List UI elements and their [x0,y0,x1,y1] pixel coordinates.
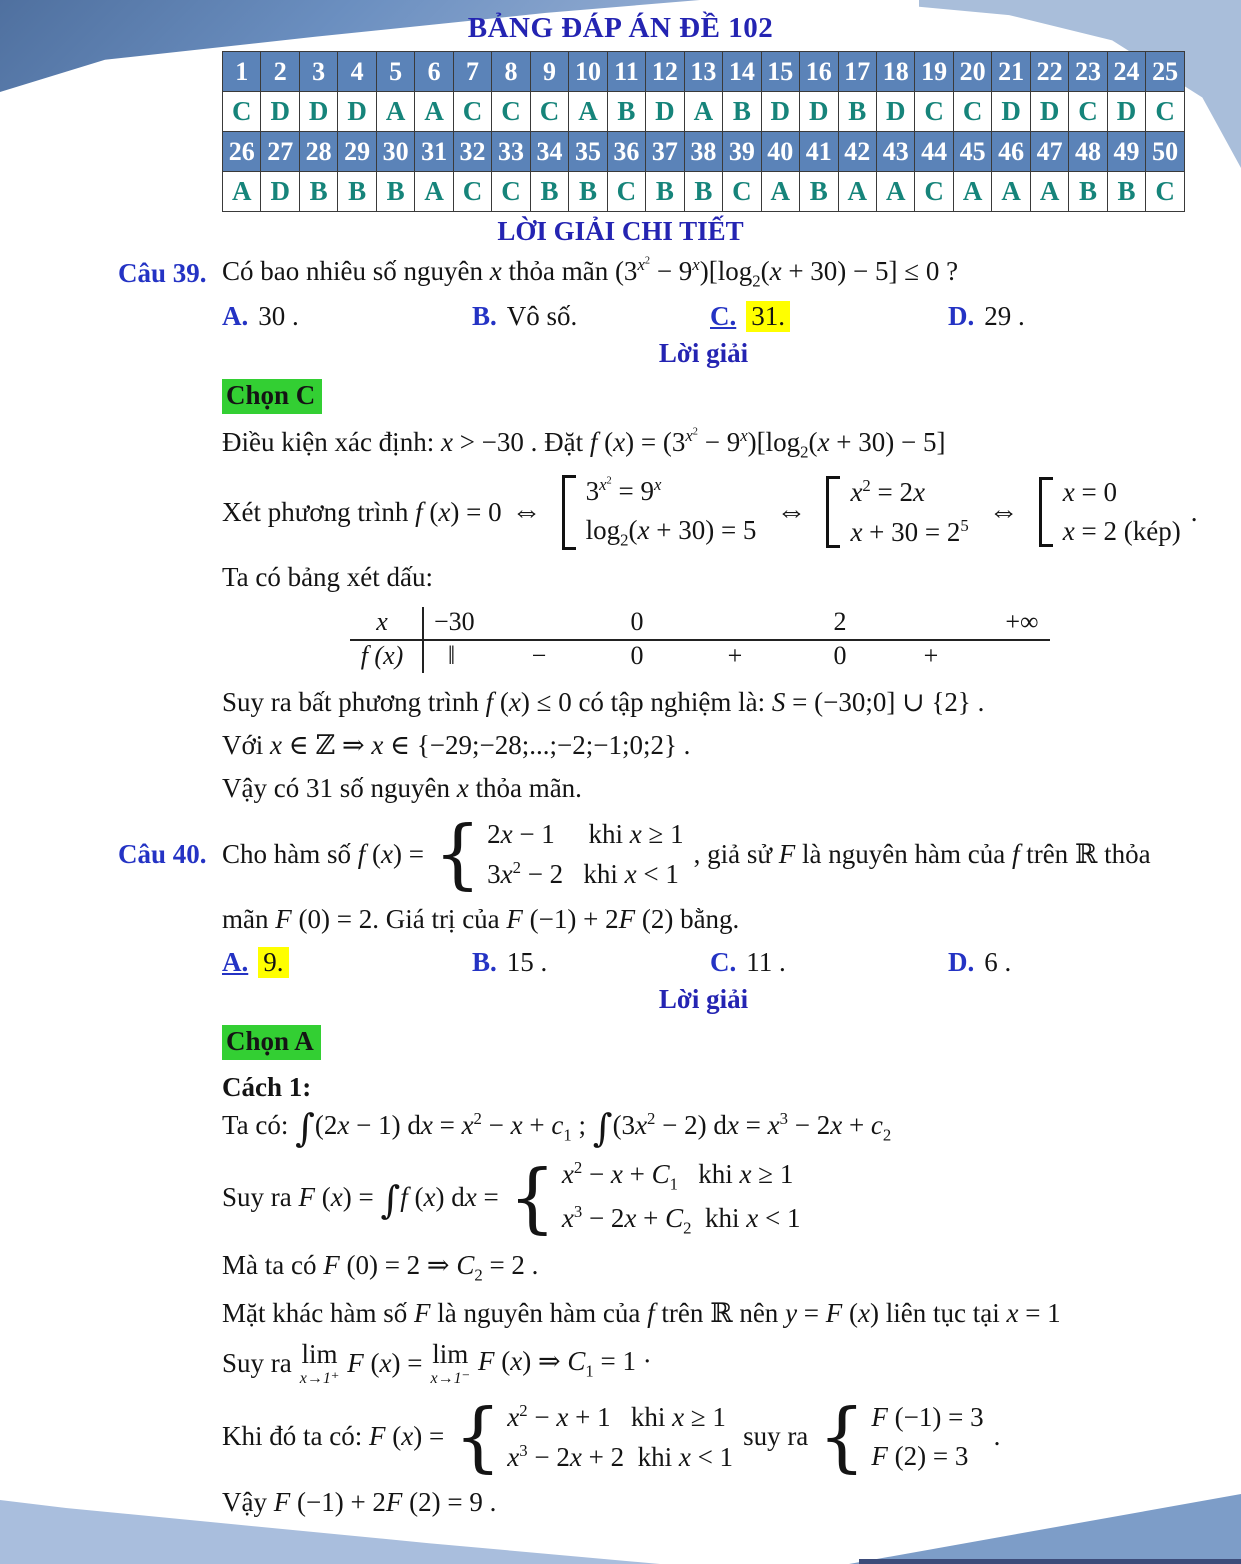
table-cell: 28 [299,132,337,172]
table-cell: B [684,172,722,212]
x-value: −30 [434,607,475,637]
table-cell: B [723,92,761,132]
solution-40-limits [222,1338,1241,1387]
table-cell: 24 [1107,52,1145,92]
table-cell: A [761,172,799,212]
piecewise-F-line-1: $x^2 - x + C_1$ khi x ≥ 1 [561,1157,794,1193]
table-cell: 3 [299,52,337,92]
table-cell: B [299,172,337,212]
question-40-options [222,947,1241,978]
table-cell: 5 [376,52,414,92]
table-cell: D [299,92,337,132]
system-1-line-2: $\log_2(x + 30) = 5$ [585,514,757,550]
piecewise-f-line-1: 2x − 1 khi x ≥ 1 [487,818,684,849]
table-cell: B [530,172,568,212]
table-cell: 15 [761,52,799,92]
result-line-2: F (2) = 3 [871,1440,969,1471]
table-cell: 44 [915,132,953,172]
table-cell: B [646,172,684,212]
table-cell: 34 [530,132,568,172]
table-cell: 40 [761,132,799,172]
table-cell: 18 [876,52,914,92]
piecewise-f [433,810,684,899]
table-cell: A [569,92,607,132]
x-row-label: x [376,607,388,637]
question-40-prefix: Cho hàm số f (x) = [222,838,424,869]
x-value: +∞ [1005,607,1039,637]
option-c-value: 11 . [746,947,786,978]
solution-40-final-F [222,1392,1241,1481]
table-cell: C [953,92,991,132]
system-3-line-1: x = 0 [1062,477,1117,508]
option-b-letter: B. [472,947,497,978]
answer-row-26-50 [223,172,1185,212]
table-cell: 49 [1107,132,1145,172]
table-cell: C [223,92,261,132]
iff-arrow: ⇔ [776,495,807,529]
table-cell: D [800,92,838,132]
system-3 [1039,477,1181,547]
system-2-line-1: $x^2 = 2x$ [850,476,926,508]
limit-right [430,1338,471,1387]
result-system [818,1392,984,1481]
table-cell: D [338,92,376,132]
table-cell: D [261,92,299,132]
table-cell: 38 [684,132,722,172]
system-2 [826,476,968,548]
left-square-bracket [1039,477,1053,547]
left-curly-brace: { [508,1154,556,1242]
table-cell: A [953,172,991,212]
table-cell: A [876,172,914,212]
option-b-value: 15 . [506,947,548,978]
option-c-letter: C. [710,947,737,978]
solution-40-final: Vậy F (−1) + 2F (2) = 9 . [222,1486,497,1517]
table-cell: 17 [838,52,876,92]
solution-40-F-definition [222,1154,1241,1242]
option-a-correct [222,947,472,978]
sign-table-x-row [350,607,1050,639]
F-definition-prefix: Suy ra F (x) = ∫f (x) dx = [222,1178,499,1223]
table-cell: 27 [261,132,299,172]
table-cell: C [1146,172,1185,212]
question-40-text [222,810,1241,899]
table-cell: B [1069,172,1107,212]
table-cell: C [453,92,491,132]
solution-39-integer-set: Với x ∈ ℤ ⇒ x ∈ {−29;−28;...;−2;−1;0;2} . [222,730,691,761]
table-cell: B [569,172,607,212]
left-curly-brace: { [433,810,482,899]
system-2-line-2: $x + 30 = 2^5$ [850,516,969,548]
table-cell: 4 [338,52,376,92]
piecewise-F-final-line-1: $x^2 - x + 1$ khi x ≥ 1 [507,1400,726,1432]
limit-mid: F (x) = [347,1348,423,1379]
table-cell: A [415,172,453,212]
question-40-suffix: , giả sử F là nguyên hàm của f trên ℝ thỏa [693,838,1151,869]
page-title: BẢNG ĐÁP ÁN ĐỀ 102 [467,12,774,44]
table-cell: 35 [569,132,607,172]
table-cell: D [761,92,799,132]
table-cell: A [415,92,453,132]
option-d [948,947,1241,978]
table-cell: D [646,92,684,132]
table-cell: 45 [953,132,991,172]
option-a-letter: A. [222,301,249,332]
table-cell: 7 [453,52,491,92]
iff-arrow: ⇔ [511,495,542,529]
bottom-edge-strip [859,1559,1241,1564]
sentence-period: . [993,1421,1001,1452]
final-F-mid: suy ra [743,1421,809,1452]
x-value: 2 [833,607,847,637]
table-cell: D [261,172,299,212]
table-cell: 2 [261,52,299,92]
lim-word: lim [432,1338,469,1369]
method-1-label: Cách 1: [222,1072,312,1103]
piecewise-F-final-line-2: $x^3 - 2x + 2$ khi x < 1 [507,1440,734,1472]
sign-table-intro: Ta có bảng xét dấu: [222,562,434,593]
solution-39-equation-line [222,475,1241,550]
question-number-row-1-25 [223,52,1185,92]
table-cell: C [530,92,568,132]
table-cell: 37 [646,132,684,172]
final-F-prefix: Khi đó ta có: F (x) = [222,1421,445,1452]
option-b-letter: B. [472,301,497,332]
option-a-value: 30 . [258,301,299,332]
table-cell: A [223,172,261,212]
f-sign: + [727,641,743,671]
option-d-value: 6 . [984,947,1012,978]
table-cell: 23 [1069,52,1107,92]
option-d-letter: D. [948,947,975,978]
table-cell: 20 [953,52,991,92]
f-row-label: f (x) [360,641,404,671]
left-square-bracket [826,476,840,548]
option-b [472,301,710,332]
lim-subscript: x→1⁻ [430,1369,471,1387]
chosen-answer-badge-39: Chọn C [222,379,322,414]
table-cell: 48 [1069,132,1107,172]
sentence-period: . [1190,496,1198,527]
table-cell: C [1146,92,1185,132]
table-cell: 33 [492,132,530,172]
option-c-value-highlighted: 31. [746,301,790,332]
f-sign: 0 [833,641,847,671]
equation-prefix: Xét phương trình f (x) = 0 [222,496,502,527]
table-cell: A [1030,172,1068,212]
table-cell: C [915,92,953,132]
option-c-letter: C. [710,301,737,332]
lim-word: lim [301,1338,338,1369]
table-cell: 41 [800,132,838,172]
table-cell: 22 [1030,52,1068,92]
solution-heading-39: Lời giải [658,338,749,369]
solution-40-C2: Mà ta có F (0) = 2 ⇒ $C_2 = 2$ . [222,1250,539,1285]
table-cell: 31 [415,132,453,172]
answer-row-1-25 [223,92,1185,132]
table-cell: D [1107,92,1145,132]
table-cell: 29 [338,132,376,172]
system-1 [562,475,757,550]
table-cell: 39 [723,132,761,172]
answer-key-table [222,51,1185,212]
f-sign: ‖ [447,641,456,671]
table-cell: 47 [1030,132,1068,172]
table-cell: 8 [492,52,530,92]
option-d [948,301,1241,332]
lim-subscript: x→1⁺ [299,1369,340,1387]
table-cell: 9 [530,52,568,92]
iff-arrow: ⇔ [988,495,1019,529]
table-cell: 10 [569,52,607,92]
question-39-label: Câu 39. [118,257,207,288]
solution-39-condition-line: Điều kiện xác định: x > −30 . Đặt f $(x) = (3^{x^2} - 9^x)[\log_2(x + 30) - 5]$ [222,426,946,462]
table-cell: 30 [376,132,414,172]
table-cell: 50 [1146,132,1185,172]
table-cell: 25 [1146,52,1185,92]
question-40 [0,810,1241,899]
question-number-row-26-50 [223,132,1185,172]
x-value: 0 [630,607,644,637]
table-cell: B [838,92,876,132]
piecewise-F-final [454,1392,734,1481]
table-cell: C [492,92,530,132]
table-cell: C [1069,92,1107,132]
table-cell: C [915,172,953,212]
table-cell: A [684,92,722,132]
option-a-value-highlighted: 9. [258,947,288,978]
question-39-text: Có bao nhiêu số nguyên x thỏa mãn $(3^{x^2} - 9^x)[\log_2(x + 30) - 5] \le 0$ ? [222,255,959,291]
table-cell: B [376,172,414,212]
table-cell: A [376,92,414,132]
option-c [710,947,948,978]
table-cell: 21 [992,52,1030,92]
table-cell: D [1030,92,1068,132]
piecewise-f-line-2: $3x^2 - 2$ khi x < 1 [487,857,679,889]
table-cell: 6 [415,52,453,92]
table-cell: 19 [915,52,953,92]
table-cell: C [453,172,491,212]
table-cell: C [607,172,645,212]
option-c-correct [710,301,948,332]
solution-40-antiderivatives: Ta có: ∫(2x − 1) dx = $x^2 - x + c_1$ ; $\int(3x^2 - 2)$ dx = $x^3 - 2x + c_2$ [222,1106,892,1151]
result-line-1: F (−1) = 3 [871,1401,984,1432]
option-b-value: Vô số. [506,301,578,332]
section-title: LỜI GIẢI CHI TIẾT [497,216,744,246]
piecewise-F [508,1154,801,1242]
table-cell: 42 [838,132,876,172]
question-40-label: Câu 40. [118,838,207,869]
table-cell: 32 [453,132,491,172]
table-cell: 26 [223,132,261,172]
system-3-line-2: x = 2 (kép) [1062,516,1181,547]
option-d-letter: D. [948,301,975,332]
piecewise-F-line-2: $x^3 - 2x + C_2$ khi x < 1 [561,1201,801,1238]
table-cell: B [1107,172,1145,212]
table-cell: B [338,172,376,212]
solution-39-final: Vậy có 31 số nguyên x thỏa mãn. [222,773,582,804]
table-cell: B [800,172,838,212]
f-sign: + [923,641,939,671]
solution-40-continuity: Mặt khác hàm số F là nguyên hàm của f trên ℝ nên y = F (x) liên tục tại x = 1 [222,1297,1061,1328]
system-1-line-1: $3^{x^2} = 9^x$ [585,474,662,506]
table-cell: 13 [684,52,722,92]
left-curly-brace: { [818,1392,866,1481]
table-cell: 43 [876,132,914,172]
sign-table [350,607,1050,673]
f-sign: − [531,641,547,671]
limit-left [299,1338,340,1387]
table-cell: D [876,92,914,132]
limit-prefix: Suy ra [222,1348,292,1379]
option-a-letter: A. [222,947,249,978]
solution-39-conclusion-set: Suy ra bất phương trình f (x) ≤ 0 có tập nghiệm là: S = (−30;0] ∪ {2} . [222,687,985,718]
table-cell: C [492,172,530,212]
sign-table-f-row [350,641,1050,673]
chosen-answer-badge-40: Chọn A [222,1025,321,1060]
table-cell: C [723,172,761,212]
table-cell: 36 [607,132,645,172]
f-sign: 0 [630,641,644,671]
limit-suffix: F (x) ⇒ $C_1 = 1$ · [478,1346,652,1381]
table-cell: 16 [800,52,838,92]
table-cell: A [838,172,876,212]
table-cell: 1 [223,52,261,92]
table-cell: 14 [723,52,761,92]
table-cell: B [607,92,645,132]
solution-heading-40: Lời giải [658,984,749,1015]
table-cell: 46 [992,132,1030,172]
table-cell: D [992,92,1030,132]
option-b [472,947,710,978]
question-40-line-2: mãn F (0) = 2. Giá trị của F (−1) + 2F (2) bằng. [222,904,740,935]
left-curly-brace: { [454,1392,502,1481]
table-cell: A [992,172,1030,212]
question-39 [0,255,1241,291]
option-a [222,301,472,332]
question-39-options [222,301,1241,332]
left-square-bracket [562,475,576,550]
table-cell: 11 [607,52,645,92]
table-cell: 12 [646,52,684,92]
option-d-value: 29 . [984,301,1025,332]
